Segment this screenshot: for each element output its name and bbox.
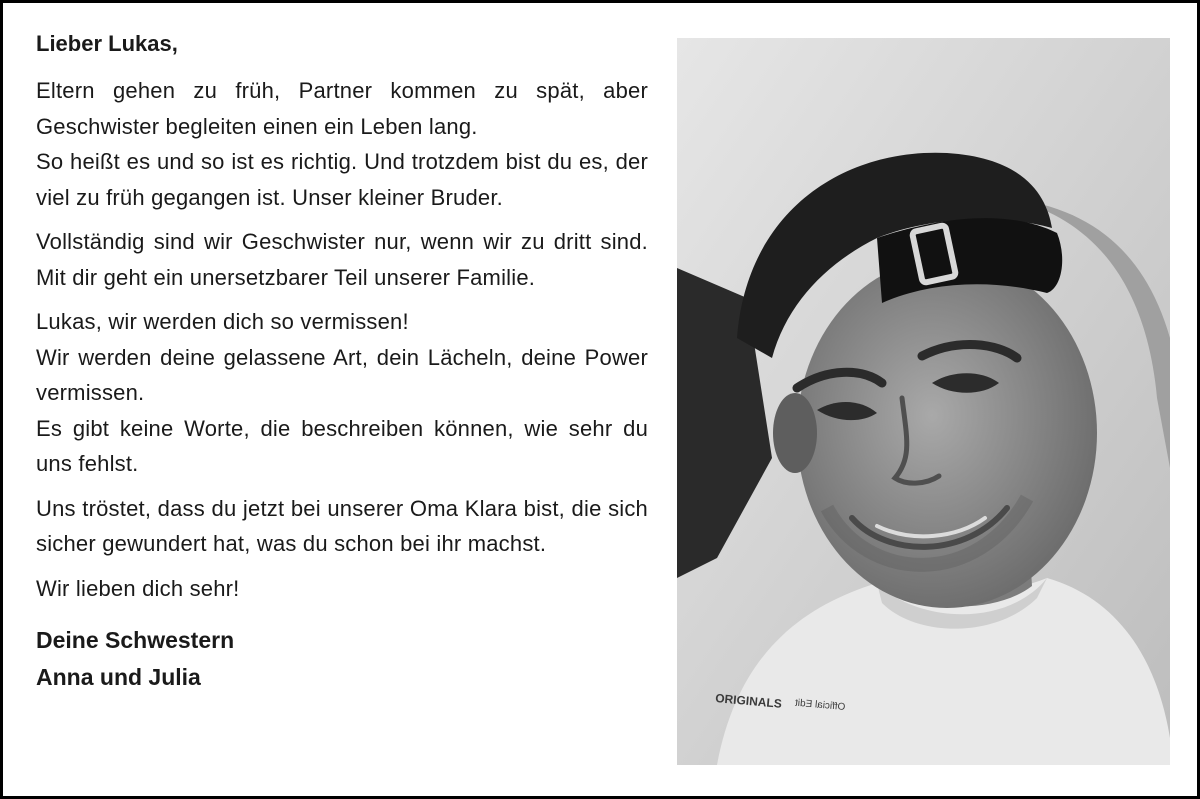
paragraph-line: Es gibt keine Worte, die beschreiben können, wie sehr du uns fehlst. xyxy=(36,415,648,476)
paragraph xyxy=(36,491,648,562)
portrait-photo xyxy=(677,38,1170,765)
shirt-print: ORIGINALS xyxy=(714,691,783,711)
paragraph xyxy=(36,224,648,295)
letter-text xyxy=(36,29,648,696)
signature xyxy=(36,622,648,696)
paragraph-line: Eltern gehen zu früh, Partner kommen zu spät, aber Geschwister begleiten einen ein Leben lang. xyxy=(36,78,648,139)
paragraph-line: Lukas, wir werden dich so vermissen! xyxy=(36,309,409,334)
shirt-print-mirrored: Official Edit xyxy=(794,697,846,713)
portrait-illustration xyxy=(677,38,1170,765)
paragraph-line: Uns tröstet, dass du jetzt bei unserer Oma Klara bist, die sich sicher gewundert hat, was du schon bei ihr machst. xyxy=(36,495,648,556)
paragraph-line: Wir lieben dich sehr! xyxy=(36,575,240,601)
paragraph xyxy=(36,304,648,482)
paragraph xyxy=(36,73,648,215)
paragraph xyxy=(36,571,648,607)
paragraph-line: Wir werden deine gelassene Art, dein Lächeln, deine Power vermissen. xyxy=(36,344,648,405)
signature-line: Deine Schwestern xyxy=(36,627,235,653)
greeting: Lieber Lukas, xyxy=(36,31,178,56)
paragraph-line: So heißt es und so ist es richtig. Und trotzdem bist du es, der viel zu früh gegangen ist. Unser kleiner Bruder. xyxy=(36,149,648,210)
paragraph-line: Vollständig sind wir Geschwister nur, wenn wir zu dritt sind. Mit dir geht ein unersetzbarer Teil unserer Familie. xyxy=(36,229,648,290)
signature-line: Anna und Julia xyxy=(36,664,201,690)
